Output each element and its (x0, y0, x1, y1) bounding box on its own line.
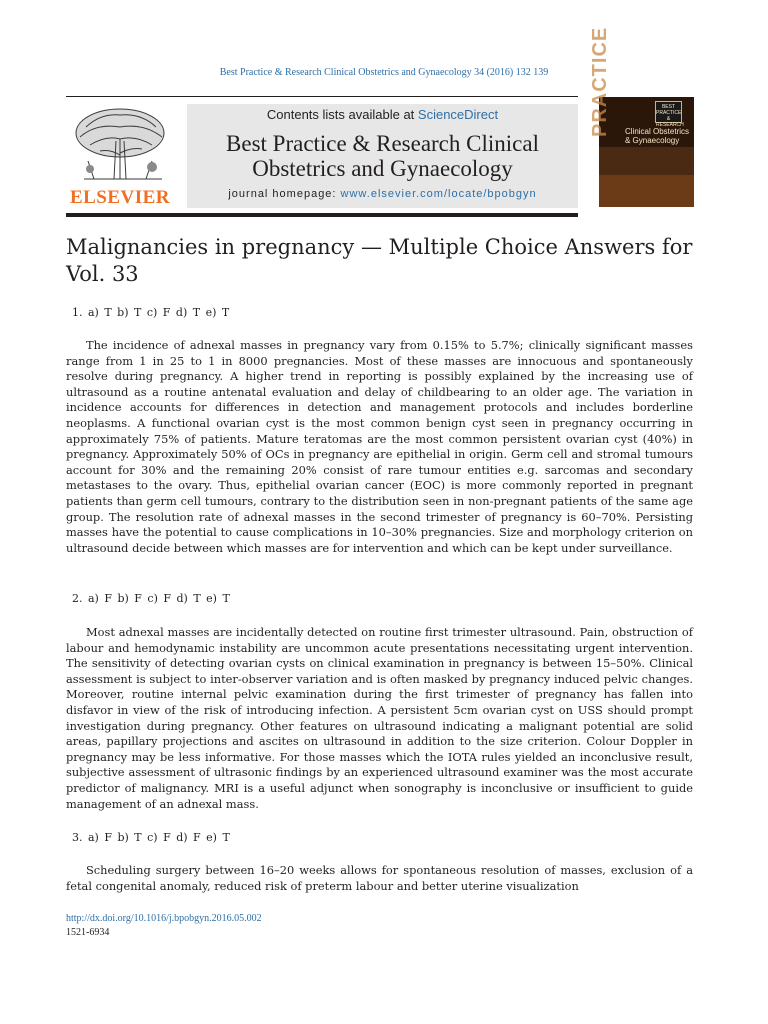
journal-homepage (187, 188, 578, 200)
cover-title: Clinical Obstetrics & Gynaecology (625, 127, 690, 145)
doi-link[interactable]: http://dx.doi.org/10.1016/j.bpobgyn.2016.05.002 (66, 913, 262, 924)
answer-line-3: 3. a) F b) T c) F d) F e) T (72, 831, 230, 844)
journal-title-line2: Obstetrics and Gynaecology (252, 156, 513, 181)
homepage-link[interactable]: www.elsevier.com/locate/bpobgyn (340, 188, 537, 200)
cover-badge: BEST PRACTICE & RESEARCH (655, 101, 682, 123)
paragraph-1: The incidence of adnexal masses in pregnancy vary from 0.15% to 5.7%; clinically significant masses range from 1 in 25 to 1 in 8000 pregnancies. Most of these masses are innocuous and spontaneously resolve during pregnancy. A higher trend in reporting is possibly explained by the increasing use of ultrasound as a routine antenatal evaluation and delay of childbearing to an older age. The variation in incidence accounts for differences in detection and management protocols and includes borderline neoplasms. A functional ovarian cyst is the most common benign cyst seen in pregnancy occurring in approximately 75% of patients. Mature teratomas are the most common persistent ovarian cyst (40%) in pregnancy. Approximately 50% of OCs in pregnancy are epithelial in origin. Germ cell and stromal tumours account for 30% and the remaining 20% consist of rare tumour entities e.g. sarcomas and secondary metastases to the ovary. Thus, epithelial ovarian cancer (EOC) is more commonly reported in pregnant patients than germ cell tumours, contrary to the distribution seen in non-pregnant patients of the same age group. The resolution rate of adnexal masses in the second trimester of pregnancy is 60–70%. Persisting masses have the potential to cause complications in 10–30% pregnancies. Size and morphology criterion on ultrasound decide between which masses are for intervention and which can be kept under surveillance. (66, 338, 693, 555)
homepage-prefix: journal homepage: (228, 188, 341, 200)
issn: 1521-6934 (66, 927, 110, 938)
cover-bottom-band (599, 175, 694, 207)
paragraph-2: Most adnexal masses are incidentally detected on routine first trimester ultrasound. Pain, obstruction of labour and hemodynamic instability are uncommon acute presentations necessitating urgent intervention. The sensitivity of detecting ovarian cysts on clinical examination in pregnancy is between 15–50%. Clinical assessment is subject to inter-observer variation and is often masked by pregnancy induced pelvic changes. Moreover, routine internal pelvic examination during the first trimester of pregnancy has fallen into disfavor in view of the risk of introducing infection. A persistent 5cm ovarian cyst on USS should prompt investigation during pregnancy. Other features on ultrasound indicating a malignant potential are solid areas, papillary projections and ascites on ultrasound in addition to the size criterion. Colour Doppler in pregnancy may be less informative. For those masses which the IOTA rules yielded an inconclusive result, subjective assessment of ultrasonic findings by an experienced ultrasound examiner was the most accurate predictor of malignancy. MRI is a useful adjunct when sonography is inconclusive or insufficient to guide management of an adnexal mass. (66, 625, 693, 811)
journal-title-line1: Best Practice & Research Clinical (226, 131, 539, 156)
paragraph-3: Scheduling surgery between 16–20 weeks allows for spontaneous resolution of masses, exclusion of a fetal congenital anomaly, reduced risk of preterm labour and better uterine visualization (66, 863, 693, 893)
journal-masthead (66, 96, 578, 217)
contents-prefix: Contents lists available at (266, 107, 418, 122)
article-title: Malignancies in pregnancy — Multiple Choice Answers for Vol. 33 (66, 235, 693, 286)
journal-title (187, 131, 578, 181)
journal-title-box (187, 104, 578, 208)
running-head[interactable]: Best Practice & Research Clinical Obstetrics and Gynaecology 34 (2016) 132 139 (219, 67, 549, 78)
answer-line-2: 2. a) F b) F c) F d) T e) T (72, 592, 230, 605)
publisher-wordmark: ELSEVIER (69, 187, 171, 208)
sciencedirect-link[interactable]: ScienceDirect (417, 107, 499, 122)
journal-cover-thumbnail[interactable] (589, 26, 694, 207)
answer-line-1: 1. a) T b) T c) F d) T e) T (72, 306, 230, 319)
contents-line (187, 107, 578, 122)
tree-icon (66, 105, 174, 189)
cover-vertical-text: PRACTICE (589, 26, 611, 137)
